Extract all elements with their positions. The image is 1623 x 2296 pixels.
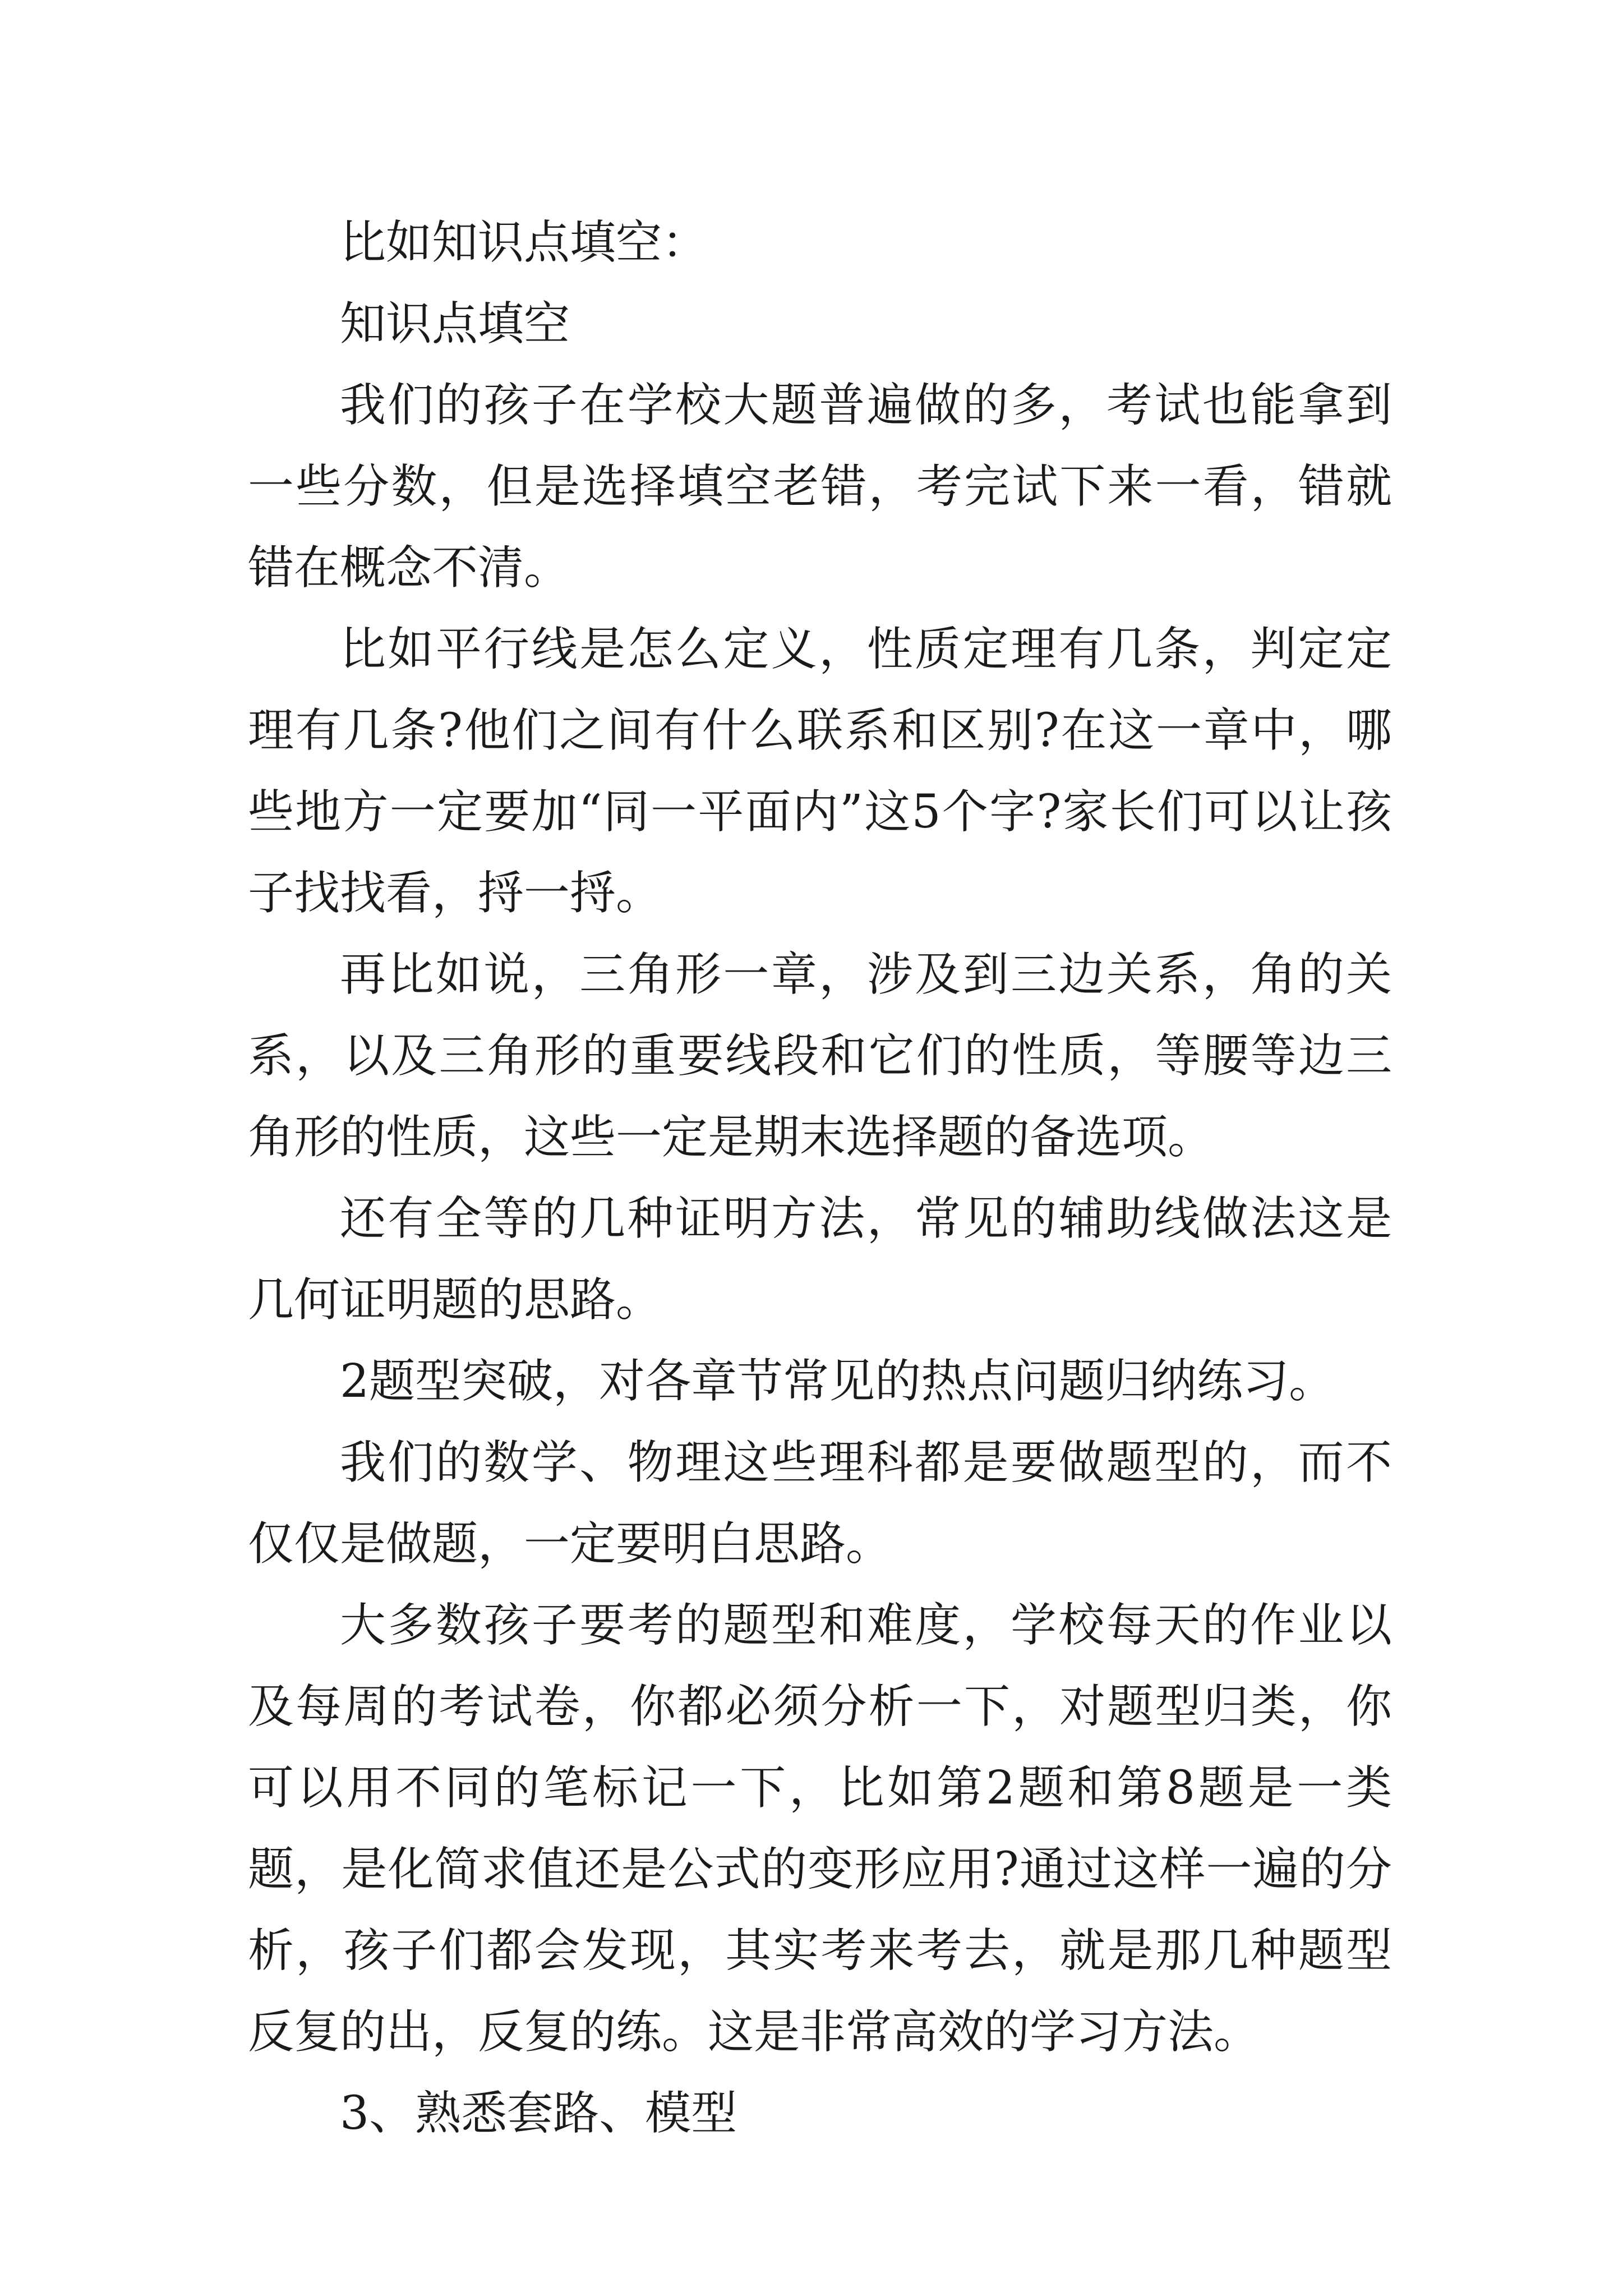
paragraph-example-fill-in: 比如知识点填空： bbox=[340, 216, 708, 269]
paragraph-analyze-homework: 大多数孩子要考的题型和难度，学校每天的作业以及每周的考试卷，你都必须分析一下，对题型归类，你可以用不同的笔标记一下，比如第2题和第8题是一类题，是化简求值还是公式的变形应用?通过这样一遍的分析，孩子们都会发现，其实考来考去，就是那几种题型反复的出，反复的练。这是非常高效的学习方法。 bbox=[248, 1599, 1392, 2059]
paragraph-section-heading-patterns: 3、熟悉套路、模型 bbox=[340, 2087, 737, 2140]
paragraph-triangles: 再比如说，三角形一章，涉及到三边关系，角的关系，以及三角形的重要线段和它们的性质，等腰等边三角形的性质，这些一定是期末选择题的备选项。 bbox=[248, 948, 1392, 1164]
paragraph-science-question-types: 我们的数学、物理这些理科都是要做题型的，而不仅仅是做题，一定要明白思路。 bbox=[248, 1436, 1392, 1571]
paragraph-question-type-breakthrough: 2题型突破，对各章节常见的热点问题归纳练习。 bbox=[340, 1355, 1335, 1408]
document-body bbox=[248, 202, 1392, 2154]
paragraph-congruence-proofs: 还有全等的几种证明方法，常见的辅助线做法这是几何证明题的思路。 bbox=[248, 1192, 1392, 1327]
paragraph-knowledge-fill-in: 知识点填空 bbox=[340, 297, 570, 351]
paragraph-concept-unclear: 我们的孩子在学校大题普遍做的多，考试也能拿到一些分数，但是选择填空老错，考完试下来一看，错就错在概念不清。 bbox=[248, 379, 1392, 595]
paragraph-parallel-lines: 比如平行线是怎么定义，性质定理有几条，判定定理有几条?他们之间有什么联系和区别?在这一章中，哪些地方一定要加“同一平面内”这5个字?家长们可以让孩子找找看，捋一捋。 bbox=[248, 623, 1392, 920]
